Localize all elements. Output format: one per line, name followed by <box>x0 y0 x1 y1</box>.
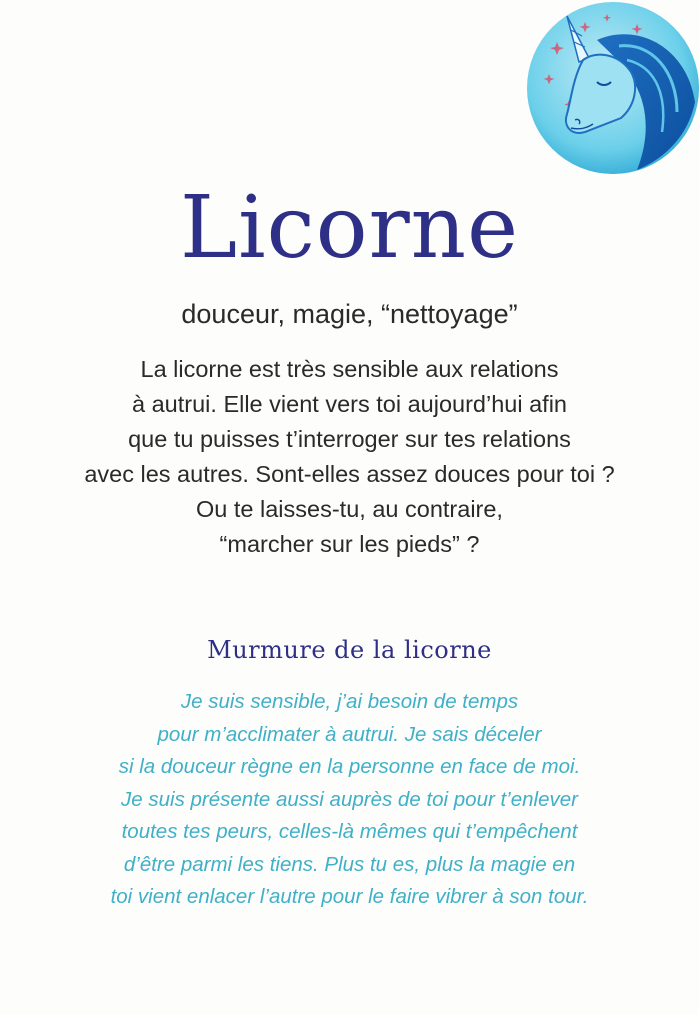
card-description <box>40 352 659 562</box>
whisper-line: Je suis présente aussi auprès de toi pour t’enlever <box>121 787 578 811</box>
description-line: avec les autres. Sont-elles assez douces pour toi ? <box>84 461 615 487</box>
description-line: La licorne est très sensible aux relations <box>140 356 559 382</box>
unicorn-medallion <box>527 2 699 174</box>
whisper-line: toi vient enlacer l’autre pour le faire vibrer à son tour. <box>110 885 589 908</box>
whisper-line: toutes tes peurs, celles-là mêmes qui t’empêchent <box>121 820 578 843</box>
whisper-line: Je suis sensible, j’ai besoin de temps <box>180 690 519 713</box>
description-line: “marcher sur les pieds” ? <box>219 531 480 557</box>
whisper-line: d’être parmi les tiens. Plus tu es, plus la magie en <box>123 852 576 876</box>
description-line: que tu puisses t’interroger sur tes relations <box>128 426 571 452</box>
unicorn-illustration <box>527 2 699 174</box>
whisper-line: pour m’acclimater à autrui. Je sais déceler <box>157 722 542 746</box>
whisper-line: si la douceur règne en la personne en face de moi. <box>118 755 581 778</box>
description-line: Ou te laisses-tu, au contraire, <box>196 496 503 522</box>
whisper-text <box>30 686 669 914</box>
whisper-heading: Murmure de la licorne <box>207 636 492 664</box>
card-subtitle: douceur, magie, “nettoyage” <box>181 299 518 329</box>
description-line: à autrui. Elle vient vers toi aujourd’hui afin <box>132 391 567 417</box>
card-title: Licorne <box>180 178 519 278</box>
